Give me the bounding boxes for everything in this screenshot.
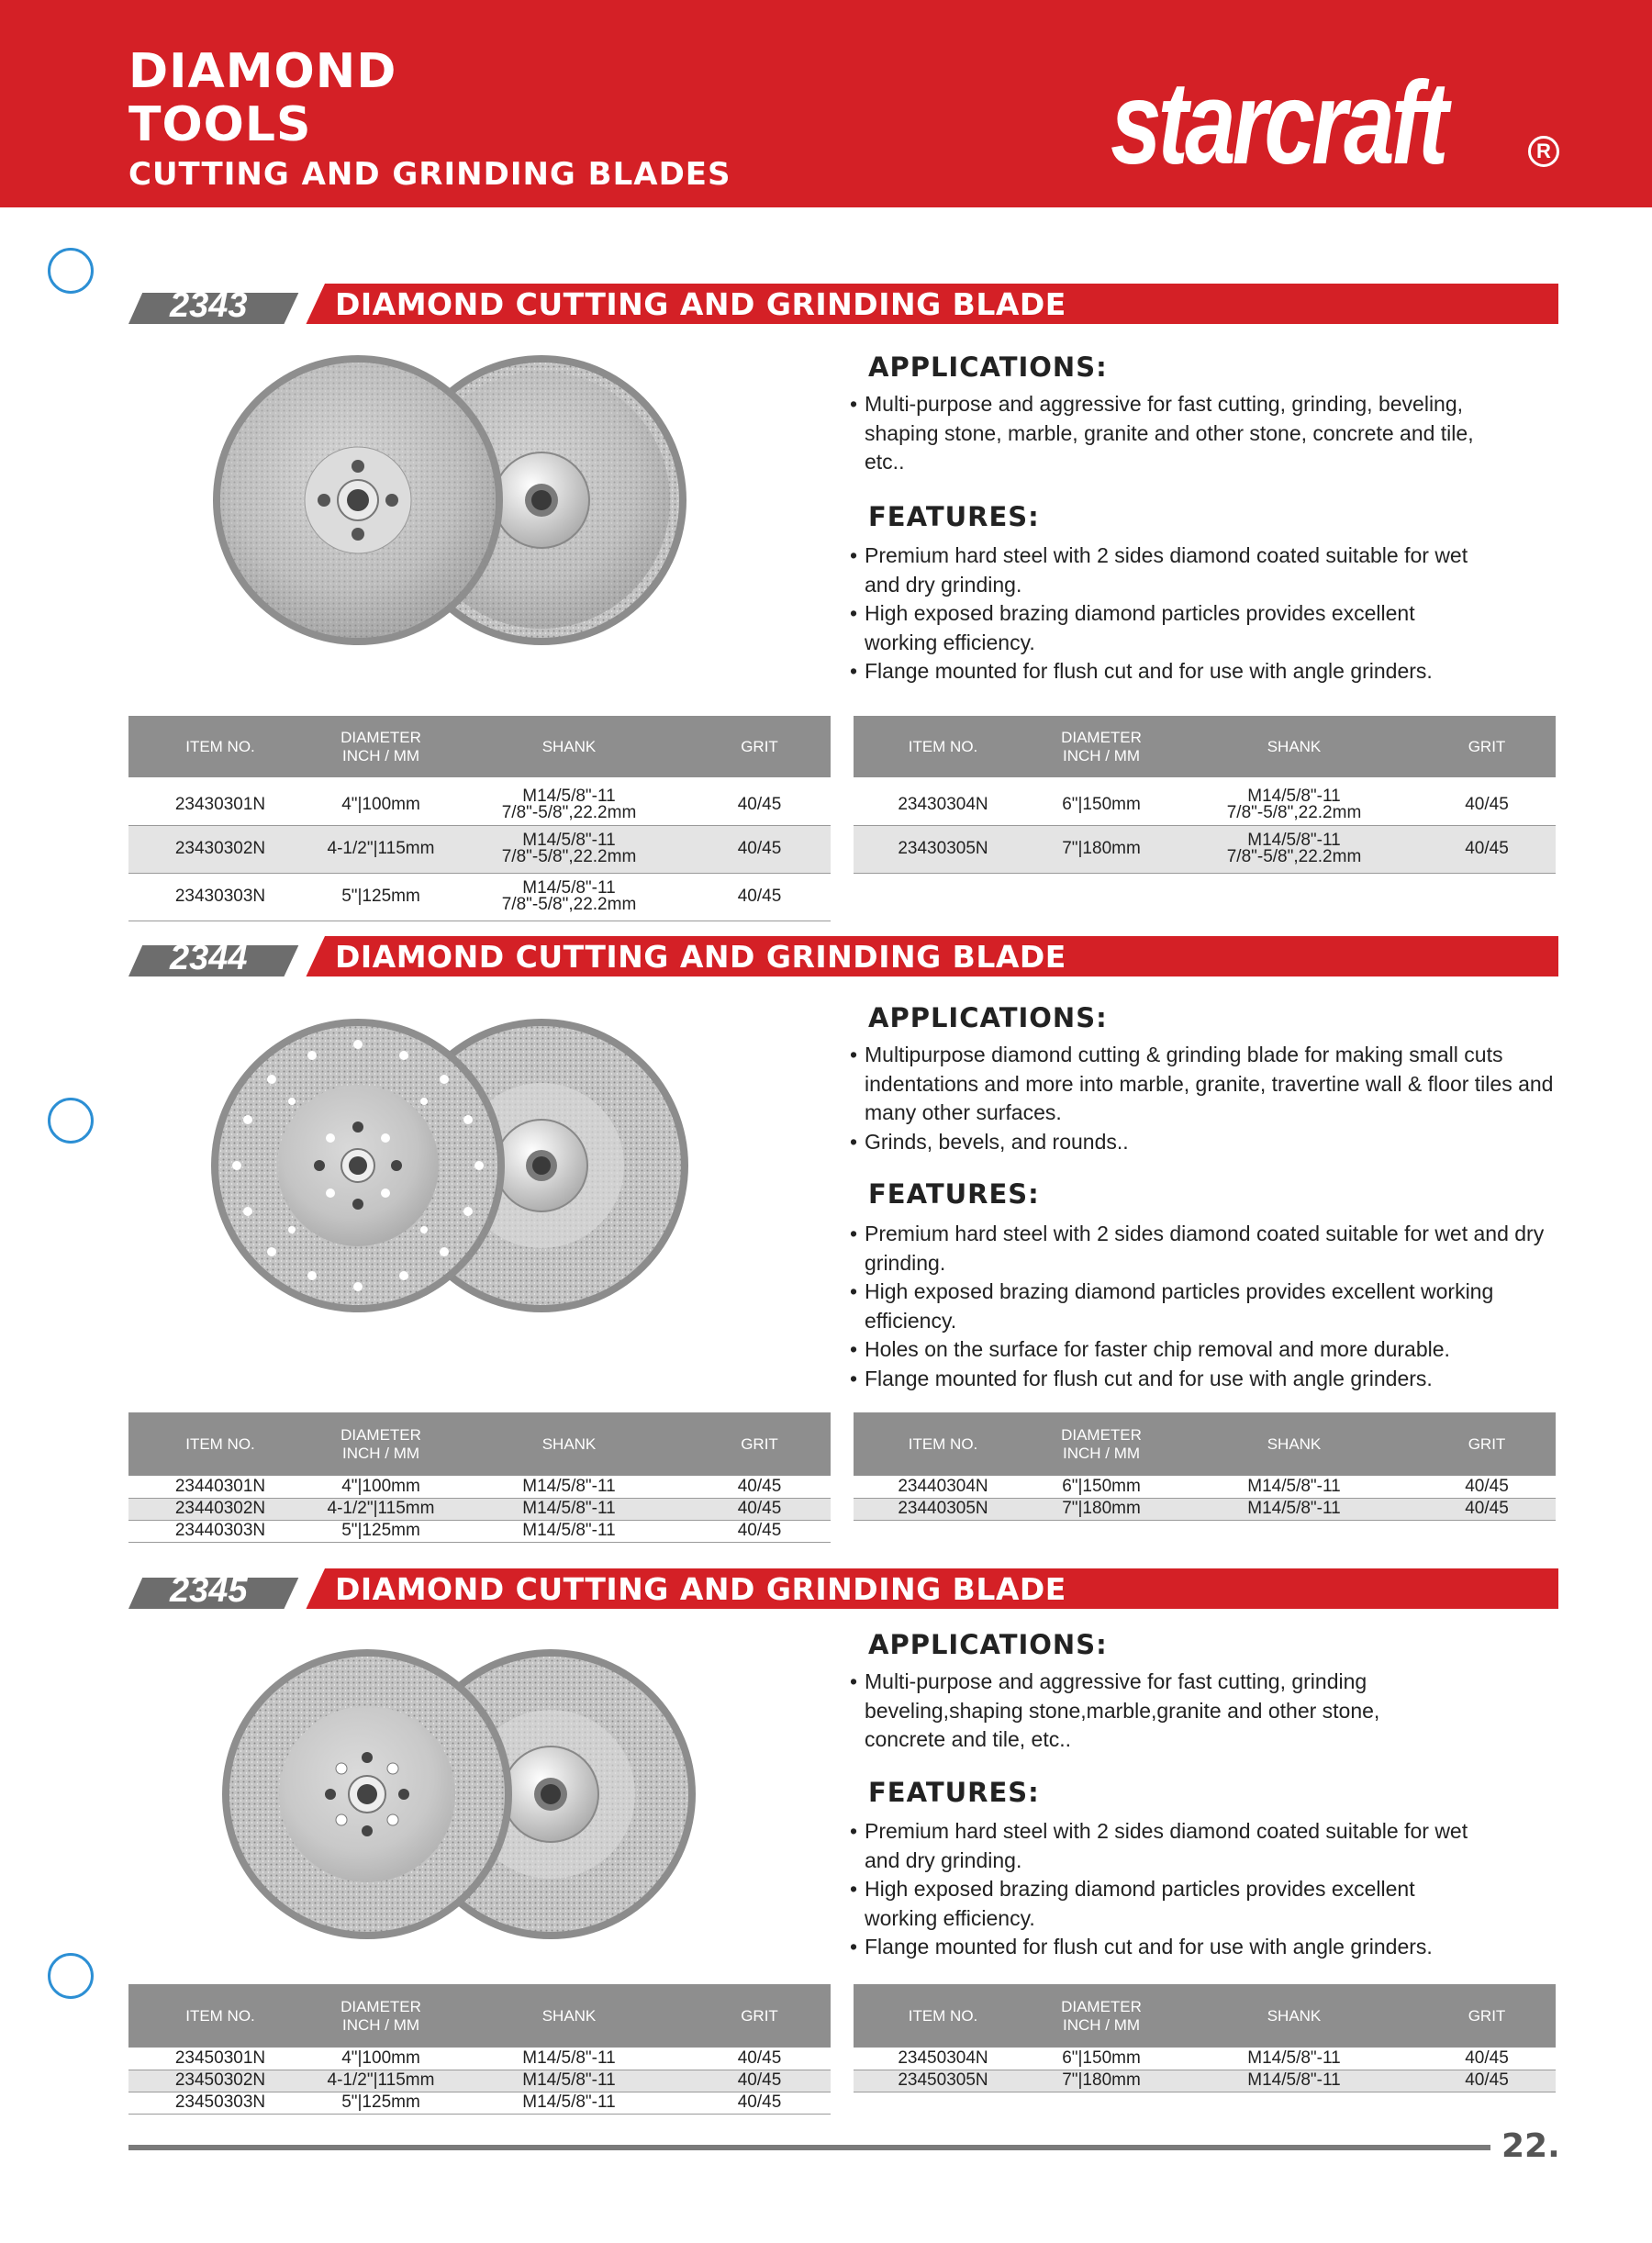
table-row: 23450302N 4-1/2"|115mm M14/5/8"-11 40/45 bbox=[128, 2070, 831, 2092]
applications-heading: APPLICATIONS: bbox=[868, 1629, 1108, 1660]
table-row: 23430304N 6"|150mm M14/5/8"-11 7/8"-5/8",22.2mm 40/45 bbox=[854, 785, 1556, 825]
table-row: 23450304N 6"|150mm M14/5/8"-11 40/45 bbox=[854, 2048, 1556, 2070]
list-item: • Holes on the surface for faster chip removal and more durable. bbox=[850, 1335, 1557, 1365]
col-shank: SHANK bbox=[450, 716, 688, 777]
col-grit: GRIT bbox=[1418, 1984, 1556, 2048]
table-row: 23440305N 7"|180mm M14/5/8"-11 40/45 bbox=[854, 1498, 1556, 1520]
section-number: 2344 bbox=[170, 939, 248, 977]
table-row: 23440302N 4-1/2"|115mm M14/5/8"-11 40/45 bbox=[128, 1498, 831, 1520]
col-item: ITEM NO. bbox=[854, 1984, 1032, 2048]
col-diameter: DIAMETER INCH / MM bbox=[1032, 1984, 1170, 2048]
col-grit: GRIT bbox=[688, 716, 831, 777]
brand-logo: starcraft bbox=[1111, 58, 1446, 189]
applications-heading: APPLICATIONS: bbox=[868, 1002, 1108, 1033]
features-heading: FEATURES: bbox=[868, 1777, 1040, 1808]
table-row: 23430303N 5"|125mm M14/5/8"-11 7/8"-5/8",22.2mm 40/45 bbox=[128, 873, 831, 921]
list-item: • Premium hard steel with 2 sides diamond coated suitable for wet and dry grinding. bbox=[850, 541, 1492, 599]
table-row: 23450301N 4"|100mm M14/5/8"-11 40/45 bbox=[128, 2048, 831, 2070]
list-item: • Multipurpose diamond cutting & grinding blade for making small cuts indentations and more into marble, granite, travertine wall & floor tiles and many other surfaces. bbox=[850, 1041, 1566, 1128]
table-row: 23440304N 6"|150mm M14/5/8"-11 40/45 bbox=[854, 1476, 1556, 1498]
list-item: • Flange mounted for flush cut and for use with angle grinders. bbox=[850, 657, 1492, 686]
list-item: • Flange mounted for flush cut and for use with angle grinders. bbox=[850, 1933, 1492, 1962]
header-subtitle: CUTTING AND GRINDING BLADES bbox=[128, 156, 731, 193]
col-shank: SHANK bbox=[450, 1412, 688, 1476]
features-list bbox=[850, 541, 1492, 686]
list-item: • Multi-purpose and aggressive for fast cutting, grinding beveling,shaping stone,marble,granite and other stone, concrete and tile, etc.. bbox=[850, 1668, 1456, 1755]
blade-image-2345 bbox=[220, 1643, 698, 1955]
features-heading: FEATURES: bbox=[868, 1178, 1040, 1210]
col-shank: SHANK bbox=[1170, 716, 1418, 777]
binder-hole-icon bbox=[48, 1098, 94, 1144]
applications-list bbox=[850, 1041, 1566, 1156]
table-row: 23440301N 4"|100mm M14/5/8"-11 40/45 bbox=[128, 1476, 831, 1498]
col-shank: SHANK bbox=[450, 1984, 688, 2048]
list-item: • Flange mounted for flush cut and for use with angle grinders. bbox=[850, 1365, 1557, 1394]
list-item: • Grinds, bevels, and rounds.. bbox=[850, 1128, 1566, 1157]
section-title: DIAMOND CUTTING AND GRINDING BLADE bbox=[335, 939, 1066, 975]
col-grit: GRIT bbox=[688, 1984, 831, 2048]
applications-heading: APPLICATIONS: bbox=[868, 352, 1108, 383]
header-title-line2: TOOLS bbox=[128, 97, 312, 152]
section-title: DIAMOND CUTTING AND GRINDING BLADE bbox=[335, 286, 1066, 322]
list-item: • High exposed brazing diamond particles provides excellent working efficiency. bbox=[850, 599, 1492, 657]
page-number: 22. bbox=[1501, 2127, 1560, 2165]
applications-list bbox=[850, 390, 1474, 477]
col-grit: GRIT bbox=[1418, 716, 1556, 777]
blade-image-2344 bbox=[211, 1010, 688, 1322]
spec-table-2345-right bbox=[854, 1984, 1556, 2092]
list-item: • High exposed brazing diamond particles provides excellent working efficiency. bbox=[850, 1875, 1492, 1933]
col-grit: GRIT bbox=[688, 1412, 831, 1476]
col-item: ITEM NO. bbox=[128, 1984, 312, 2048]
section-bar-2345 bbox=[128, 1568, 1558, 1609]
registered-mark: R bbox=[1528, 136, 1559, 167]
list-item: • Multi-purpose and aggressive for fast cutting, grinding, beveling, shaping stone, marble, granite and other stone, concrete and tile, etc.. bbox=[850, 390, 1474, 477]
blade-image-2343 bbox=[211, 349, 688, 661]
spec-table-2344-left bbox=[128, 1412, 831, 1543]
features-heading: FEATURES: bbox=[868, 501, 1040, 532]
table-row: 23430301N 4"|100mm M14/5/8"-11 7/8"-5/8",22.2mm 40/45 bbox=[128, 785, 831, 825]
section-number: 2345 bbox=[170, 1571, 248, 1610]
col-item: ITEM NO. bbox=[128, 1412, 312, 1476]
col-diameter: DIAMETER INCH / MM bbox=[312, 1412, 450, 1476]
features-list bbox=[850, 1817, 1492, 1962]
spec-table-2343-left bbox=[128, 716, 831, 921]
col-item: ITEM NO. bbox=[854, 1412, 1032, 1476]
footer-rule bbox=[128, 2145, 1490, 2150]
section-bar-2343 bbox=[128, 284, 1558, 324]
list-item: • High exposed brazing diamond particles provides excellent working efficiency. bbox=[850, 1278, 1557, 1335]
col-diameter: DIAMETER INCH / MM bbox=[1032, 1412, 1170, 1476]
col-item: ITEM NO. bbox=[128, 716, 312, 777]
binder-hole-icon bbox=[48, 248, 94, 294]
list-item: • Premium hard steel with 2 sides diamond coated suitable for wet and dry grinding. bbox=[850, 1817, 1492, 1875]
features-list bbox=[850, 1220, 1557, 1393]
col-shank: SHANK bbox=[1170, 1984, 1418, 2048]
header-title-line1: DIAMOND bbox=[128, 44, 397, 99]
table-row: 23430302N 4-1/2"|115mm M14/5/8"-11 7/8"-5/8",22.2mm 40/45 bbox=[128, 825, 831, 873]
section-bar-2344 bbox=[128, 936, 1558, 976]
table-row: 23450303N 5"|125mm M14/5/8"-11 40/45 bbox=[128, 2092, 831, 2114]
section-number: 2343 bbox=[170, 286, 248, 325]
applications-list bbox=[850, 1668, 1456, 1755]
col-item: ITEM NO. bbox=[854, 716, 1032, 777]
spec-table-2344-right bbox=[854, 1412, 1556, 1521]
col-diameter: DIAMETER INCH / MM bbox=[312, 1984, 450, 2048]
col-diameter: DIAMETER INCH / MM bbox=[1032, 716, 1170, 777]
table-row: 23430305N 7"|180mm M14/5/8"-11 7/8"-5/8",22.2mm 40/45 bbox=[854, 825, 1556, 873]
col-diameter: DIAMETER INCH / MM bbox=[312, 716, 450, 777]
col-shank: SHANK bbox=[1170, 1412, 1418, 1476]
col-grit: GRIT bbox=[1418, 1412, 1556, 1476]
table-row: 23450305N 7"|180mm M14/5/8"-11 40/45 bbox=[854, 2070, 1556, 2092]
binder-hole-icon bbox=[48, 1953, 94, 1999]
spec-table-2343-right bbox=[854, 716, 1556, 874]
table-row: 23440303N 5"|125mm M14/5/8"-11 40/45 bbox=[128, 1520, 831, 1542]
section-title: DIAMOND CUTTING AND GRINDING BLADE bbox=[335, 1571, 1066, 1607]
spec-table-2345-left bbox=[128, 1984, 831, 2115]
list-item: • Premium hard steel with 2 sides diamond coated suitable for wet and dry grinding. bbox=[850, 1220, 1557, 1278]
